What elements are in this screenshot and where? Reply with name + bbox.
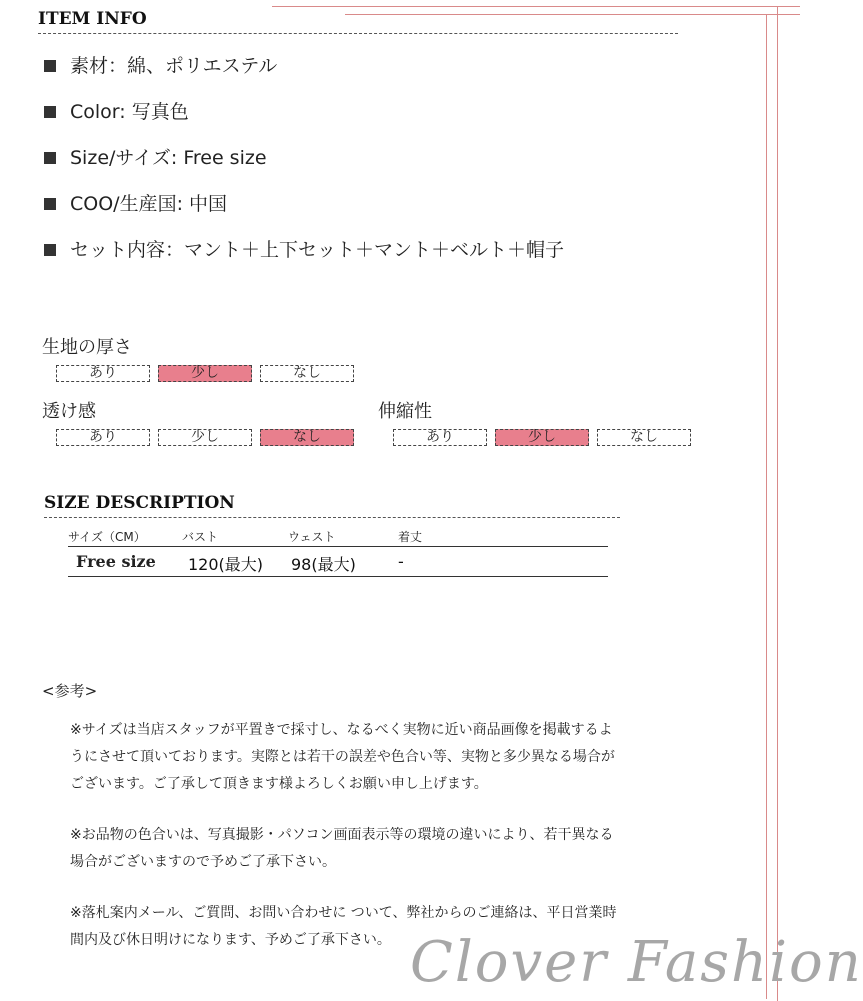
reference-note-size: ※サイズは当店スタッフが平置きで採寸し、なるべく実物に近い商品画像を掲載するよ うにさせて頂いております。実際とは若干の誤差や色合い等、実物と多少異なる場合が ございます。ご了承して頂きます様よろしくお願い申し上げます。	[70, 722, 615, 792]
thickness-option-sukoshi: 少し	[158, 365, 252, 382]
frame-line-top-inner	[345, 14, 800, 15]
thickness-option-nashi: なし	[260, 365, 354, 382]
transparency-option-ari: あり	[56, 429, 150, 446]
size-table-bottom-rule	[68, 576, 608, 577]
frame-line-right-outer	[777, 6, 778, 1001]
size-header-size: サイズ（CM）	[68, 530, 146, 544]
item-info-row-material: 素材：綿、ポリエステル	[44, 52, 564, 98]
stretch-option-nashi: なし	[597, 429, 691, 446]
item-info-row-coo: COO/生産国: 中国	[44, 190, 564, 236]
size-description-title: SIZE DESCRIPTION	[44, 493, 235, 513]
stretch-option-ari: あり	[393, 429, 487, 446]
size-header-waist: ウェスト	[288, 530, 336, 544]
size-cell-size: Free size	[76, 552, 156, 571]
transparency-label: 透け感	[42, 401, 96, 422]
size-cell-length: -	[398, 552, 404, 571]
thickness-options	[56, 365, 354, 382]
stretch-option-sukoshi: 少し	[495, 429, 589, 446]
transparency-options	[56, 429, 354, 446]
size-description-rule	[44, 517, 620, 518]
size-header-length: 着丈	[398, 530, 423, 544]
item-info-list	[44, 52, 564, 282]
thickness-label: 生地の厚さ	[42, 337, 132, 358]
item-info-row-set: セット内容：マント＋上下セット＋マント＋ベルト＋帽子	[44, 236, 564, 282]
square-bullet-icon	[44, 60, 56, 72]
stretch-label: 伸縮性	[378, 401, 432, 422]
reference-title: <参考>	[42, 682, 98, 700]
transparency-option-sukoshi: 少し	[158, 429, 252, 446]
square-bullet-icon	[44, 152, 56, 164]
stretch-options	[393, 429, 691, 446]
transparency-option-nashi: なし	[260, 429, 354, 446]
size-header-bust: バスト	[182, 530, 219, 544]
frame-line-right-inner	[766, 14, 767, 999]
size-table-header-rule	[68, 546, 608, 547]
size-cell-waist: 98(最大)	[291, 555, 356, 574]
reference-note-contact: ※落札案内メール、ご質問、お問い合わせに ついて、弊社からのご連絡は、平日営業時 間内及び休日明けになります、予めご了承下さい。	[70, 905, 617, 948]
clover-fashion-logo: Clover Fashion	[410, 930, 863, 995]
item-info-title: ITEM INFO	[38, 9, 147, 29]
square-bullet-icon	[44, 106, 56, 118]
size-cell-bust: 120(最大)	[188, 555, 264, 574]
frame-line-top-outer	[272, 6, 800, 7]
square-bullet-icon	[44, 244, 56, 256]
item-info-row-color: Color: 写真色	[44, 98, 564, 144]
item-info-row-size: Size/サイズ: Free size	[44, 144, 564, 190]
square-bullet-icon	[44, 198, 56, 210]
item-info-rule	[38, 33, 678, 34]
reference-note-color: ※お品物の色合いは、写真撮影・パソコン画面表示等の環境の違いにより、若干異なる 場合がございますので予めご了承下さい。	[70, 827, 614, 870]
thickness-option-ari: あり	[56, 365, 150, 382]
